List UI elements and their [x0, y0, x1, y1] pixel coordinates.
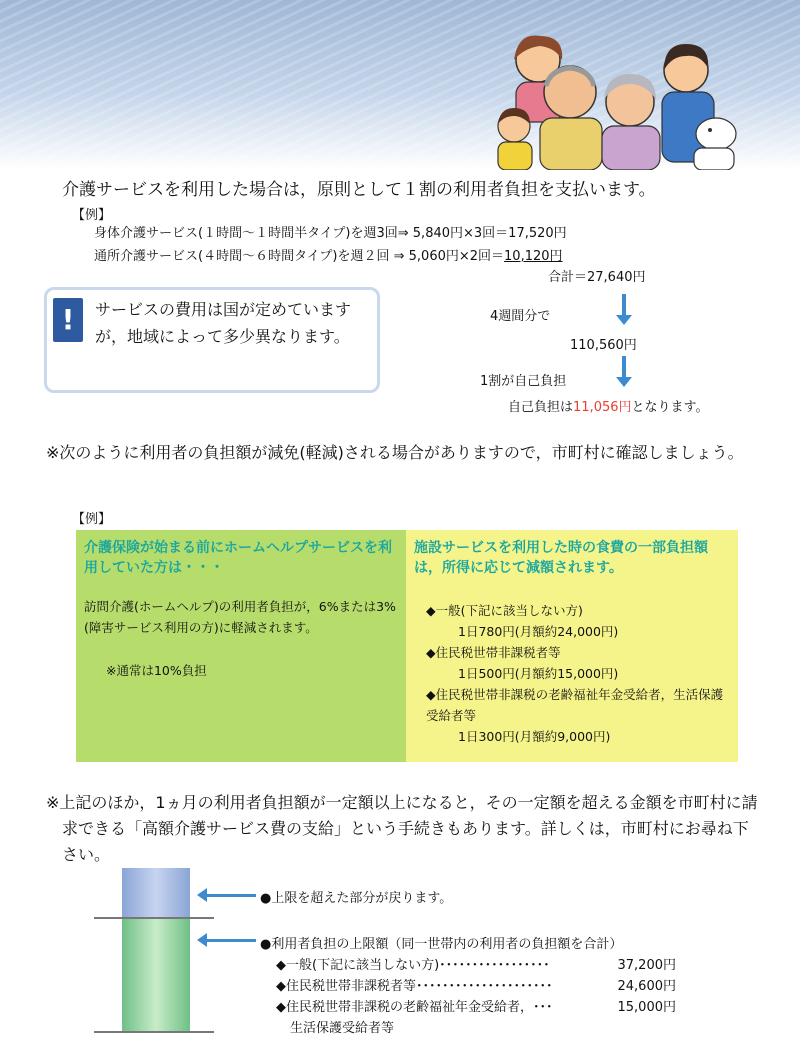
reduction-paragraph: ※次のように利用者の負担額が減免(軽減)される場合がありますので，市町村に確認しましょう。 [46, 443, 744, 462]
calc-result-suffix: となります。 [631, 400, 709, 415]
yellow-item-3-value: 1日300円(月額約9,000円) [458, 729, 611, 744]
calc-result-prefix: 自己負担は [508, 400, 574, 415]
diagram-limit-label: ●利用者負担の上限額（同一世帯内の利用者の負担額を合計） [260, 937, 623, 952]
green-box [76, 530, 406, 762]
left-arrow-icon [206, 894, 256, 897]
yellow-item-2-value: 1日500円(月額約15,000円) [458, 666, 619, 681]
base-line [94, 1031, 214, 1033]
example-line-2-amount: 10,120円 [504, 249, 563, 264]
yellow-box [406, 530, 738, 762]
exclamation-icon: ! [53, 298, 83, 342]
down-arrow-icon [622, 294, 626, 316]
note-text: サービスの費用は国が定めていますが，地域によって多少異なります。 [95, 300, 352, 346]
calc-step-2: 1割が自己負担 [480, 374, 567, 389]
diagram-return-label: ●上限を超えた部分が戻ります。 [260, 891, 453, 906]
example-2-label: 【例】 [72, 512, 112, 527]
green-box-title: 介護保険が始まる前にホームヘルプサービスを利用していた方は・・・ [84, 540, 392, 576]
down-arrow-icon [622, 356, 626, 378]
calc-result-value: 11,056円 [573, 400, 632, 415]
diagram-row-3 [276, 996, 676, 1015]
diagram-row-1-name: ◆一般(下記に該当しない方)･････････････････ [276, 958, 550, 973]
green-box-note: ※通常は10%負担 [106, 663, 207, 678]
diagram-row-4: 生活保護受給者等 [290, 1021, 395, 1036]
diagram-row-1 [276, 954, 676, 973]
calc-step-1: 4週間分で [490, 309, 551, 324]
yellow-item-3-name: ◆住民税世帯非課税の老齢福祉年金受給者，生活保護受給者等 [426, 687, 724, 723]
yellow-item-2-name: ◆住民税世帯非課税者等 [426, 645, 561, 660]
yellow-item-1-value: 1日780円(月額約24,000円) [458, 624, 619, 639]
diagram-row-2-name: ◆住民税世帯非課税者等･････････････････････ [276, 979, 553, 994]
example-line-2-text: 通所介護サービス(４時間～６時間タイプ)を週２回 ⇒ 5,060円×2回＝ [94, 249, 505, 264]
limit-line [94, 917, 214, 919]
calc-amount: 110,560円 [570, 338, 637, 353]
intro-text: 介護サービスを利用した場合は，原則として１割の利用者負担を支払います。 [62, 180, 656, 200]
diagram-row-1-value: 37,200円 [617, 958, 676, 973]
family-illustration [490, 30, 740, 170]
diagram-row-2-value: 24,600円 [617, 979, 676, 994]
calc-result [508, 396, 708, 415]
example-label: 【例】 [72, 208, 112, 223]
limit-bar [122, 918, 190, 1032]
highcost-paragraph: ※上記のほか，1ヵ月の利用者負担額が一定額以上になると，その一定額を超える金額を市町村に請求できる「高額介護サービス費の支給」という手続きもあります。詳しくは，市町村にお尋ね下さい。 [46, 793, 758, 864]
diagram-row-2 [276, 975, 676, 994]
example-line-1: 身体介護サービス(１時間～１時間半タイプ)を週3回⇒ 5,840円×3回＝17,520円 [94, 226, 567, 241]
left-arrow-icon [206, 939, 256, 942]
example-line-2 [94, 245, 563, 264]
green-box-body: 訪問介護(ホームヘルプ)の利用者負担が，6%または3%(障害サービス利用の方)に軽減されます。 [84, 599, 396, 635]
yellow-item-1-name: ◆一般(下記に該当しない方) [426, 603, 583, 618]
example-total: 合計＝27,640円 [548, 270, 646, 285]
excess-bar [122, 868, 190, 918]
note-box [44, 287, 380, 393]
diagram-row-3-value: 15,000円 [617, 1000, 676, 1015]
diagram-row-3-name: ◆住民税世帯非課税の老齢福祉年金受給者，･･･ [276, 1000, 553, 1015]
yellow-box-title: 施設サービスを利用した時の食費の一部負担額は，所得に応じて減額されます。 [414, 540, 708, 576]
